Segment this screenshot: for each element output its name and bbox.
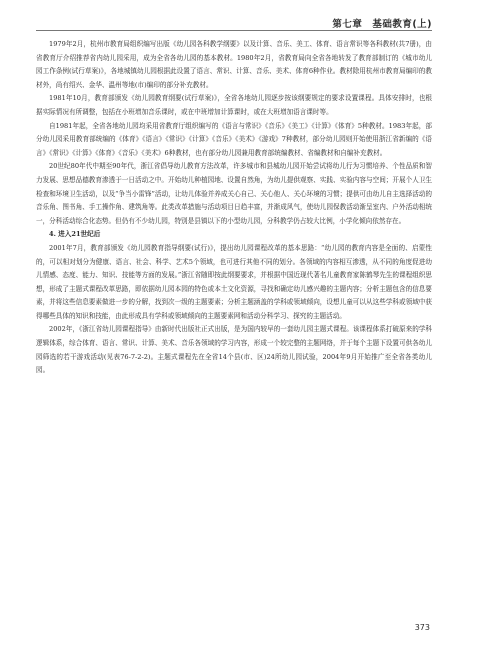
- paragraph: 自1981年起，全省各地幼儿园均采用省教育厅组织编写的《语言与常识》《音乐》《美工》《计算》《体育》5种教材。1983年起，部分幼儿园采用教育部统编的《体育》《语言》《常识》《计算》《音乐》《美术》《游戏》7种教材，部分幼儿园则开始使用浙江省新编的《语言》《常识》《计算》《体育》《音乐》《美术》6种教材，也有部分幼儿园兼用教育部统编教材、省编教材和自编补充教材。: [36, 121, 432, 157]
- header-rule: [36, 30, 432, 31]
- section-heading: 4. 进入21世纪后: [49, 230, 101, 239]
- page-number: 373: [414, 623, 430, 632]
- paragraph: 1979年2月，杭州市教育局组织编写出版《幼儿园各科教学纲要》以及计算、音乐、美工、体育、语言常识等各科教材(共7册)，由省教育厅介绍推荐省内幼儿园采用，成为全省各幼儿园的基本教材。1980年2月，省教育局向全省各地转发了教育部制订的《城市幼儿园工作条例(试行草案)》，各地城镇幼儿园根据此设置了语言、常识、计算、音乐、美术、体育6种作业。教材除用杭州市教育局编印的教材外，尚有绍兴、金华、温州等地(市)编印的部分补充教材。: [36, 40, 432, 89]
- page-body: [36, 38, 432, 378]
- chapter-header: 第七章 基础教育(上): [332, 19, 432, 30]
- paragraph: 2002年，《浙江省幼儿园课程指导》由新时代出版社正式出版，是为国内较早的一套幼儿园主题式课程。该课程体系打破原来的学科逻辑体系，综合体育、语言、常识、计算、美术、音乐各领域的学习内容，形成一个较完整的主题网络，并于每个主题下设置可供各幼儿园筛选的若干游戏活动(见表76-7-2-2)。主题式课程先在全省14个县(市、区)24所幼儿园试验，2004年9月开始推广至全省各类幼儿园。: [36, 325, 432, 375]
- paragraph: 2001年7月，教育部颁发《幼儿园教育指导纲要(试行)》，提出幼儿园课程改革的基本思路：“幼儿园的教育内容是全面的、启蒙性的，可以相对划分为健康、语言、社会、科学、艺术5个领域，也可进行其他不同的划分。各领域的内容相互渗透，从不同的角度促进幼儿情感、态度、能力、知识、技能等方面的发展。”浙江省随即按此纲要要求，并根据中国近现代著名儿童教育家陈鹤琴先生的课程组织思想，形成了主题式课程改革思路，即依据幼儿园本园的特色或本土文化资源，寻找和确定幼儿感兴趣的主题内容；分析主题包含的信息要素，并将这些信息要素做进一步的分解，找到次一级的主题要素；分析主题涵盖的学科或领域倾向，设想儿童可以从这些学科或领域中获得哪些具体的知识和技能，由此形成具有学科或领域倾向的主题要素网和活动分科学习、探究的主题活动。: [36, 243, 432, 320]
- paragraph: 1981年10月，教育部颁发《幼儿园教育纲要(试行草案)》，全省各地幼儿园逐步按该纲要规定的要求设置课程。具体安排时，也根据实际情况有所调整，包括在小班增加音乐课时，或在中班增加计算课时，或在大班增加语言课时等。: [36, 94, 432, 116]
- paragraph: 20世纪80年代中期至90年代，浙江省倡导幼儿教育方法改革，许多城市和县城幼儿园开始尝试将幼儿行为习惯培养、个性品质和智力发展、思想品德教育渗透于一日活动之中。开始幼儿种植园地、设置自然角，为幼儿提供观察、实践、实验内容与空间；开展个人卫生检查和环境卫生活动，以及“争当小雷锋”活动，让幼儿体验并养成关心自己、关心他人、关心环境的习惯；提供可由幼儿自主选择活动的音乐角、图书角、手工操作角、建筑角等。此类改革措施与活动项目日趋丰富，并渐成风气，使幼儿园保教活动渐呈室内、户外活动相统一，分科活动综合化态势。但仍有不少幼儿园，特别是县镇以下的小型幼儿园，分科教学仍占较大比例，小学化倾向依然存在。: [36, 162, 432, 225]
